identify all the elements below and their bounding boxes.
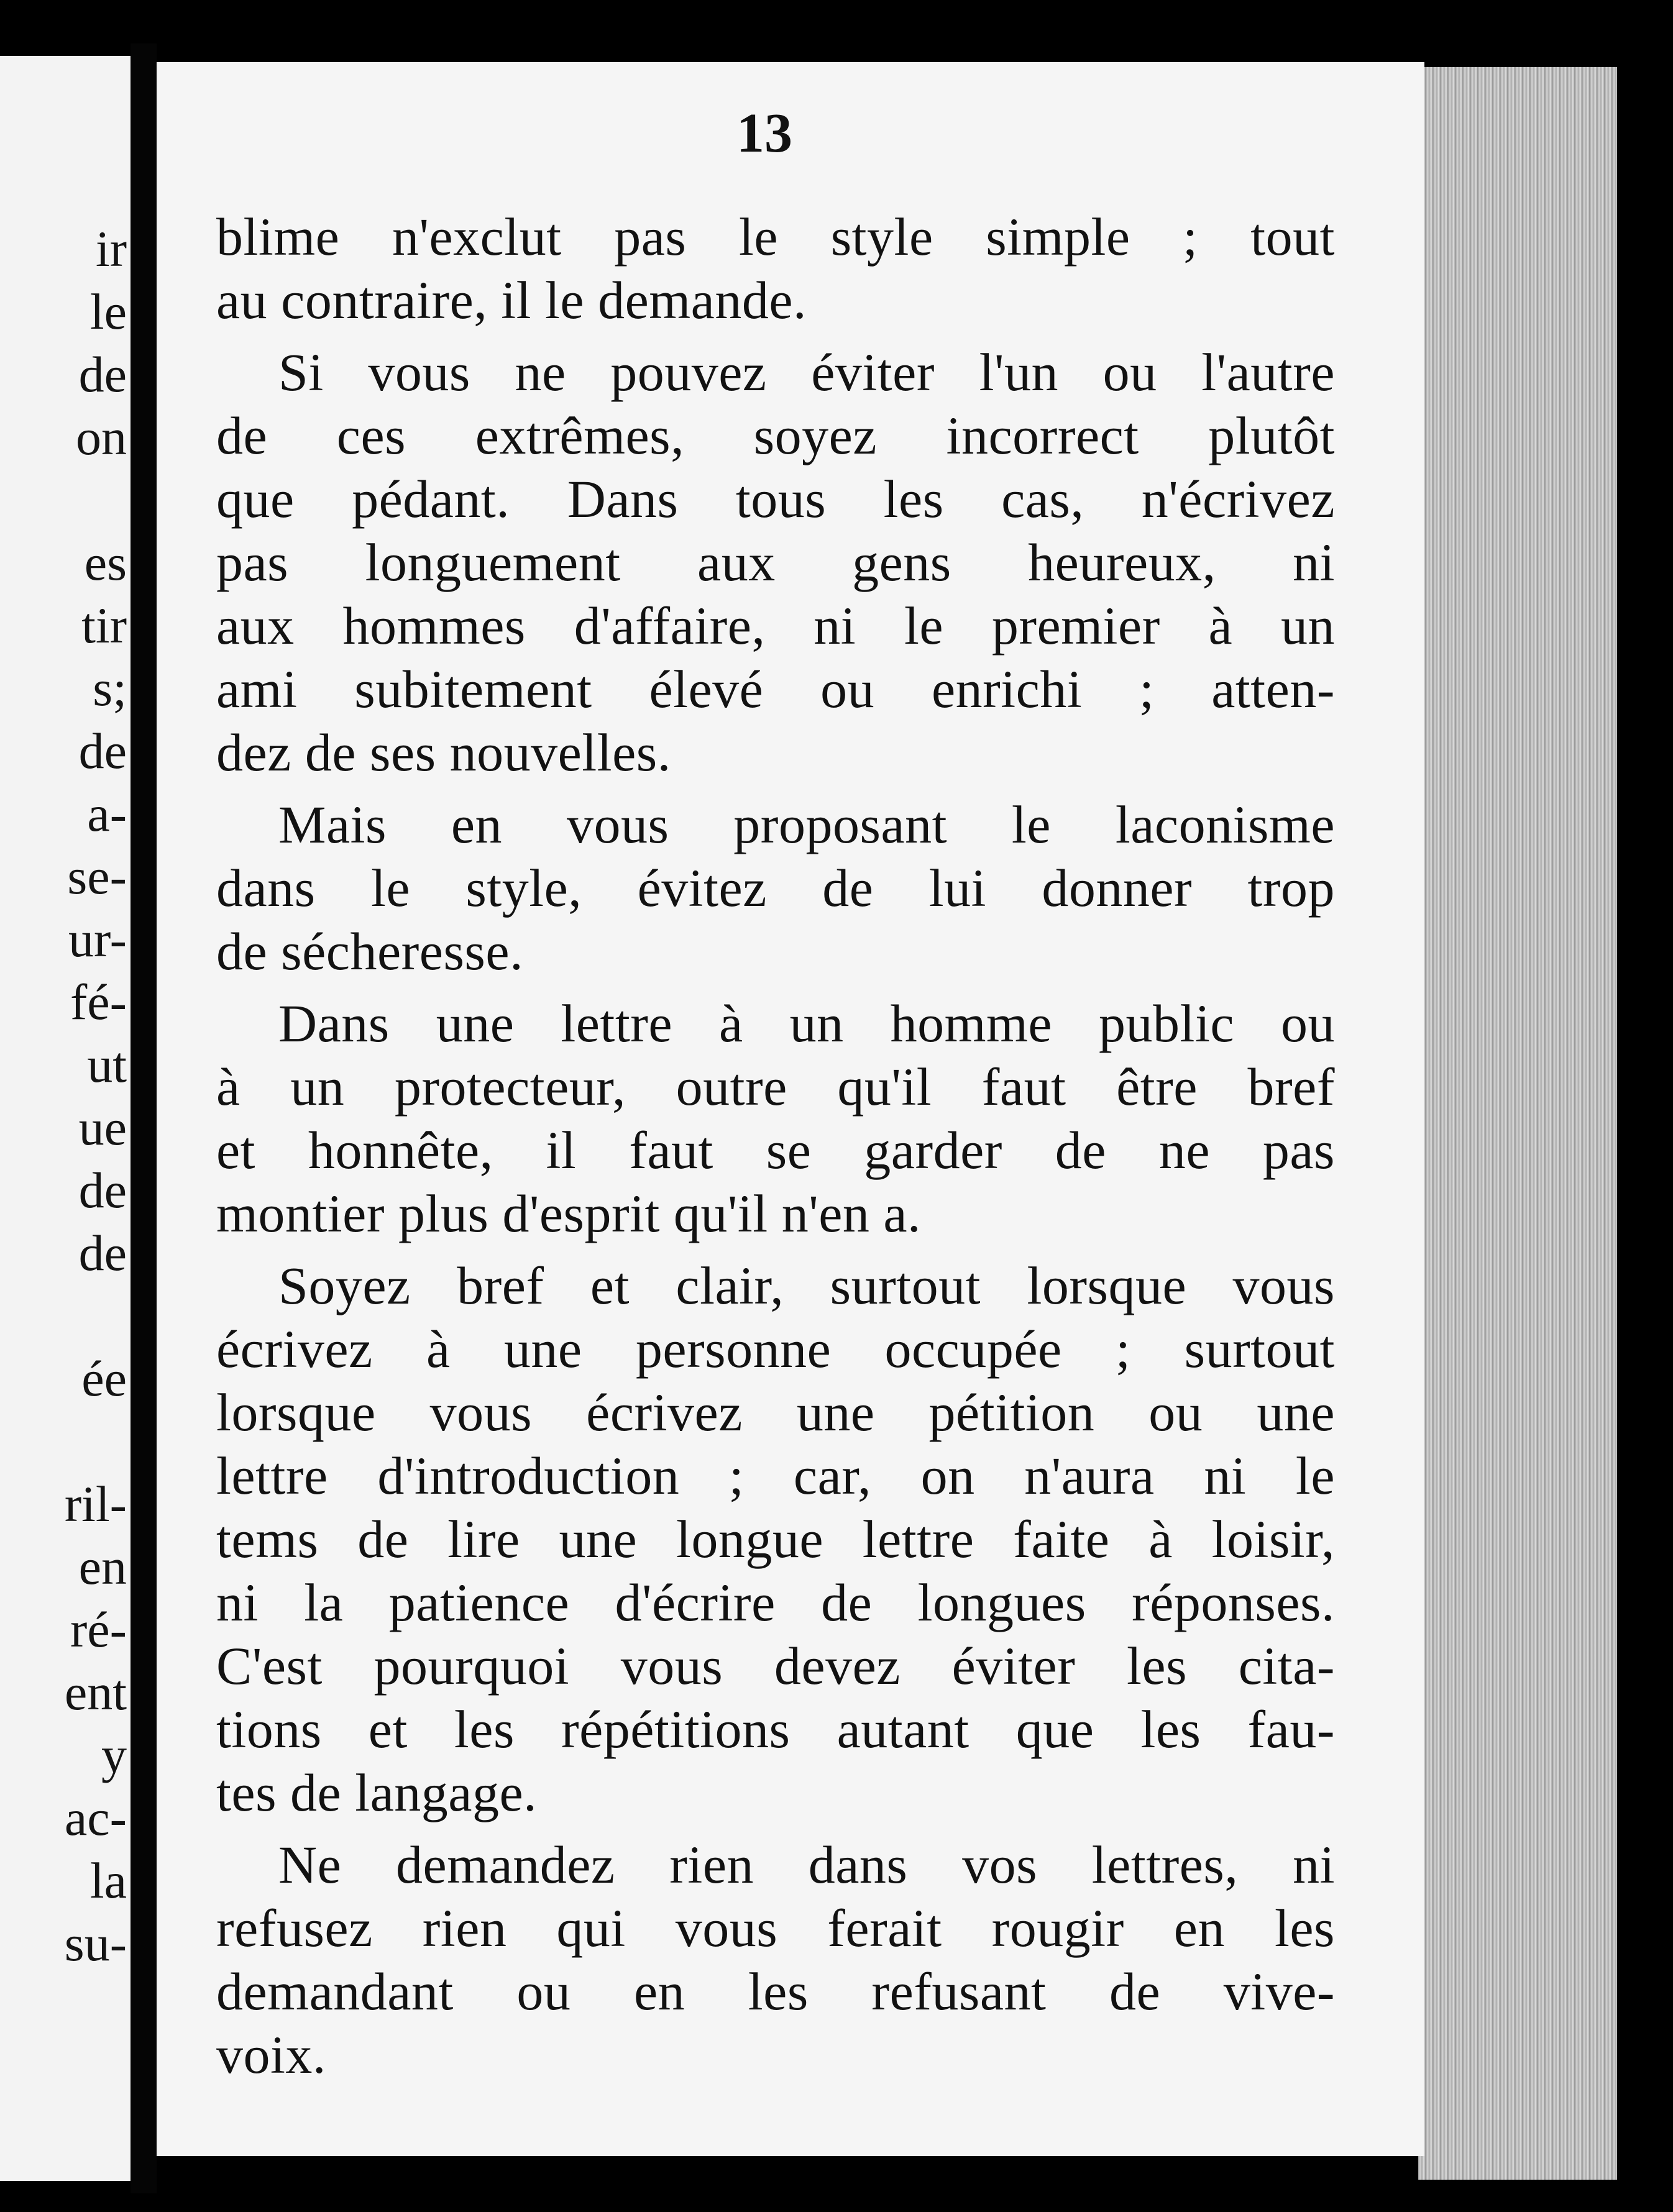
left-page-fragment: ac- bbox=[64, 1789, 127, 1846]
left-page-fragment: la bbox=[89, 1852, 127, 1909]
paragraph bbox=[216, 340, 1335, 784]
text-line: dez de ses nouvelles. bbox=[216, 723, 671, 782]
left-page-fragment: ril- bbox=[64, 1476, 127, 1532]
text-line: ami subitement élevé ou enrichi ; atten- bbox=[216, 659, 1335, 719]
left-page-fragment: ée bbox=[81, 1350, 127, 1407]
left-page-fragment: ir bbox=[95, 221, 127, 277]
paragraph bbox=[216, 205, 1335, 332]
left-page-fragment: ut bbox=[87, 1036, 127, 1093]
left-page-fragment: de bbox=[78, 346, 127, 403]
text-line: que pédant. Dans tous les cas, n'écrivez bbox=[216, 469, 1335, 529]
left-page-fragment: fé- bbox=[70, 974, 127, 1030]
text-line: écrivez à une personne occupée ; surtout bbox=[216, 1319, 1335, 1379]
paragraph bbox=[216, 992, 1335, 1245]
text-line: aux hommes d'affaire, ni le premier à un bbox=[216, 596, 1335, 656]
left-page-fragment: de bbox=[78, 1225, 127, 1281]
left-page-fragment: de bbox=[78, 723, 127, 779]
left-page-fragment: su- bbox=[64, 1915, 127, 1972]
left-page-fragment: es bbox=[84, 534, 127, 591]
text-line: montier plus d'esprit qu'il n'en a. bbox=[216, 1184, 922, 1243]
text-line: et honnête, il faut se garder de ne pas bbox=[216, 1120, 1335, 1180]
left-page-fragment: on bbox=[76, 409, 127, 465]
left-page-fragment: a- bbox=[87, 785, 127, 842]
text-line: Si vous ne pouvez éviter l'un ou l'autre bbox=[278, 342, 1335, 402]
text-line: tems de lire une longue lettre faite à loisir, bbox=[216, 1509, 1335, 1569]
left-page-fragment: de bbox=[78, 1162, 127, 1218]
text-line: refusez rien qui vous ferait rougir en les bbox=[216, 1898, 1335, 1958]
text-line: à un protecteur, outre qu'il faut être bref bbox=[216, 1057, 1335, 1117]
text-line: Soyez bref et clair, surtout lorsque vous bbox=[278, 1256, 1335, 1315]
text-line: tes de langage. bbox=[216, 1763, 538, 1822]
text-line: C'est pourquoi vous devez éviter les cita- bbox=[216, 1636, 1335, 1696]
body-text bbox=[216, 205, 1335, 2086]
left-facing-page bbox=[0, 56, 131, 2181]
text-line: Mais en vous proposant le laconisme bbox=[278, 795, 1335, 854]
text-line: de sécheresse. bbox=[216, 921, 524, 981]
left-page-fragment: ue bbox=[78, 1099, 127, 1156]
paragraph bbox=[216, 1254, 1335, 1824]
left-page-fragment: ent bbox=[64, 1664, 127, 1721]
left-page-fragment: le bbox=[89, 283, 127, 340]
text-line: Ne demandez rien dans vos lettres, ni bbox=[278, 1835, 1335, 1894]
paragraph bbox=[216, 793, 1335, 983]
left-page-fragment: tir bbox=[81, 597, 127, 654]
text-line: blime n'exclut pas le style simple ; tout bbox=[216, 207, 1335, 267]
page-number: 13 bbox=[736, 103, 792, 164]
text-line: lorsque vous écrivez une pétition ou une bbox=[216, 1382, 1335, 1442]
left-page-fragment: y bbox=[101, 1727, 127, 1783]
text-line: Dans une lettre à un homme public ou bbox=[278, 994, 1335, 1053]
text-line: tions et les répétitions autant que les fau- bbox=[216, 1699, 1335, 1759]
text-line: de ces extrêmes, soyez incorrect plutôt bbox=[216, 406, 1335, 465]
left-page-fragment: s; bbox=[93, 660, 127, 716]
text-line: voix. bbox=[216, 2025, 326, 2085]
page-edges bbox=[1418, 67, 1617, 2180]
text-line: lettre d'introduction ; car, on n'aura ni le bbox=[216, 1446, 1335, 1506]
book-gutter bbox=[131, 43, 157, 2193]
text-line: au contraire, il le demande. bbox=[216, 270, 807, 330]
text-line: dans le style, évitez de lui donner trop bbox=[216, 858, 1335, 918]
text-line: ni la patience d'écrire de longues réponses. bbox=[216, 1573, 1335, 1632]
left-page-fragment: ré- bbox=[70, 1601, 127, 1658]
paragraph bbox=[216, 1833, 1335, 2086]
text-line: pas longuement aux gens heureux, ni bbox=[216, 532, 1335, 592]
left-page-fragment: se- bbox=[67, 848, 127, 905]
left-page-fragment: ur- bbox=[68, 911, 127, 967]
left-page-fragment: en bbox=[78, 1538, 127, 1595]
text-line: demandant ou en les refusant de vive- bbox=[216, 1962, 1335, 2021]
left-page-text-fragments bbox=[0, 56, 131, 2181]
